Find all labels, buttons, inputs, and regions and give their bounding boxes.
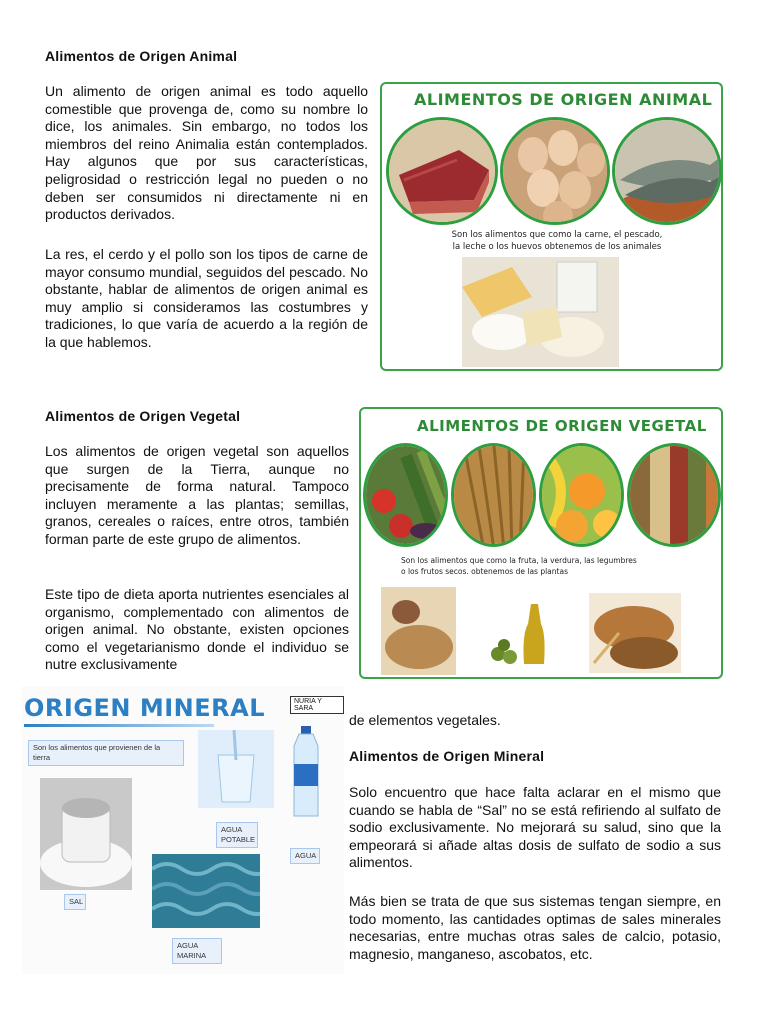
label-agua-marina: AGUA MARINA: [172, 938, 222, 964]
label-agua: AGUA: [290, 848, 320, 864]
label-sal: SAL: [64, 894, 86, 910]
mineral-tag: Son los alimentos que provienen de la tierra: [28, 740, 184, 766]
mineral-paragraph-1: Solo encuentro que hace falta aclarar en el mismo que cuando se habla de “Sal” no se está refiriendo al sulfato de sodio exclusivamente. No mejorará su salud, sino que la empeorará si añade altas dosis de sulfato de sodio a sus alimentos.: [349, 784, 721, 871]
vegetal-paragraph-2: Este tipo de dieta aporta nutrientes esenciales al organismo, complementado con alimentos de origen animal. No obstante, existen opciones como el vegetarianismo donde el individuo se nutre exclusivamente: [45, 586, 349, 673]
wheat-image: [451, 443, 536, 547]
mineral-infographic-title: ORIGEN MINERAL: [24, 694, 265, 722]
vegetal-caption-line-1: Son los alimentos que como la fruta, la verdura, las legumbres: [401, 556, 637, 565]
heading-vegetal: Alimentos de Origen Vegetal: [45, 408, 241, 424]
animal-infographic-title: ALIMENTOS DE ORIGEN ANIMAL: [414, 90, 713, 109]
animal-paragraph-2: La res, el cerdo y el pollo son los tipos de carne de mayor consumo mundial, seguidos del pescado. No obstante, hablar de alimentos de origen animal es muy amplio si consideramos las costumbres y tradiciones, lo que varía de acuerdo a la región de la que hablemos.: [45, 246, 368, 350]
mineral-infographic: [22, 686, 344, 974]
glass-water-image: [198, 730, 274, 808]
author-label: NURIA Y SARA: [290, 696, 344, 714]
fish-image: [612, 117, 722, 225]
animal-caption-line-2: la leche o los huevos obtenemos de los animales: [452, 242, 662, 252]
mineral-paragraph-2: Más bien se trata de que sus sistemas tengan siempre, en todo momento, las cantidades optimas de sales minerales necesarias, entre muchas otras sales de calcio, potasio, magnesio, manganeso, ascobatos, etc.: [349, 893, 721, 962]
label-agua-potable: AGUA POTABLE: [216, 822, 258, 848]
eggs-image: [500, 117, 610, 225]
heading-animal: Alimentos de Origen Animal: [45, 48, 238, 64]
mineral-title-underline: [24, 724, 214, 727]
vegetal-paragraph-1: Los alimentos de origen vegetal son aquellos que surgen de la Tierra, aunque no precisamente de forma natural. Tampoco incluyen meramente a las plantas; semillas, granos, cereales o raíces, entre otros, también forman parte de este grupo de alimentos.: [45, 443, 349, 547]
heading-mineral: Alimentos de Origen Mineral: [349, 748, 545, 764]
vegetal-infographic: [359, 407, 723, 679]
vegetables-image: [363, 443, 448, 547]
dairy-image: [462, 257, 619, 367]
vegetal-paragraph-2-continued: de elementos vegetales.: [349, 712, 501, 728]
olive-oil-image: [486, 599, 558, 669]
vegetal-caption-line-2: o los frutos secos. obtenemos de las plantas: [401, 567, 568, 576]
animal-caption-line-1: Son los alimentos que como la carne, el pescado,: [451, 230, 663, 240]
bread-image: [589, 593, 681, 673]
salt-image: [40, 778, 132, 890]
legumes-image: [627, 443, 721, 547]
sea-water-image: [152, 854, 260, 928]
nuts-image: [381, 587, 456, 675]
animal-paragraph-1: Un alimento de origen animal es todo aquello comestible que provenga de, como su nombre lo dice, los animales. Sin embargo, no todos los miembros del reino Animalia están contemplados. Hay algunos que por sus características, peligrosidad o restricción legal no pueden o no deben ser consumidos ni directamente ni en productos derivados.: [45, 83, 368, 223]
animal-infographic: [380, 82, 723, 371]
water-bottle-image: [290, 726, 322, 818]
fruits-image: [539, 443, 624, 547]
meat-image: [386, 117, 498, 225]
vegetal-infographic-title: ALIMENTOS DE ORIGEN VEGETAL: [417, 417, 707, 435]
